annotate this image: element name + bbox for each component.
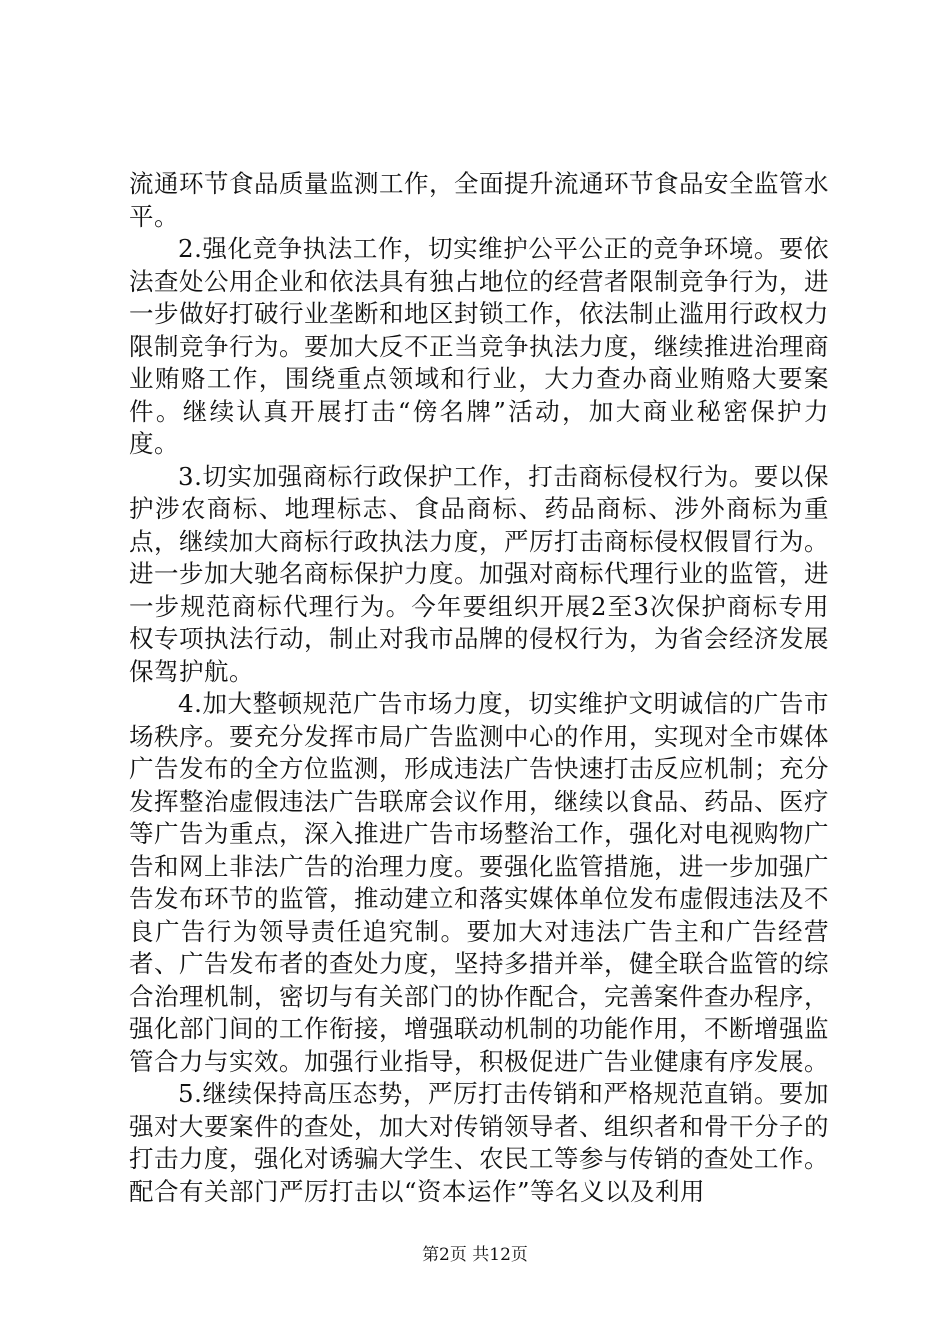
paragraph-continuation: 流通环节食品质量监测工作，全面提升流通环节食品安全监管水平。 — [129, 169, 829, 231]
paragraph-trademark-protection: 3.切实加强商标行政保护工作，打击商标侵权行为。要以保护涉农商标、地理标志、食品商标、药品商标、涉外商标为重点，继续加大商标行政执法力度，严厉打击商标侵权假冒行为。进一步加大驰名商标保护力度。加强对商标代理行业的监管，进一步规范商标代理行为。今年要组织开展2至3次保护商标专用权专项执法行动，制止对我市品牌的侵权行为，为省会经济发展保驾护航。 — [129, 461, 829, 686]
paragraph-advertising-market: 4.加大整顿规范广告市场力度，切实维护文明诚信的广告市场秩序。要充分发挥市局广告监测中心的作用，实现对全市媒体广告发布的全方位监测，形成违法广告快速打击反应机制；充分发挥整治虚假违法广告联席会议作用，继续以食品、药品、医疗等广告为重点，深入推进广告市场整治工作，强化对电视购物广告和网上非法广告的治理力度。要强化监管措施，进一步加强广告发布环节的监管，推动建立和落实媒体单位发布虚假违法及不良广告行为领导责任追究制。要加大对违法广告主和广告经营者、广告发布者的查处力度，坚持多措并举，健全联合监管的综合治理机制，密切与有关部门的协作配合，完善案件查办程序，强化部门间的工作衔接，增强联动机制的功能作用，不断增强监管合力与实效。加强行业指导，积极促进广告业健康有序发展。 — [129, 689, 829, 1076]
document-body — [129, 168, 829, 1208]
paragraph-pyramid-selling: 5.继续保持高压态势，严厉打击传销和严格规范直销。要加强对大要案件的查处，加大对传销领导者、组织者和骨干分子的打击力度，强化对诱骗大学生、农民工等参与传销的查处工作。配合有关部门严厉打击以“资本运作”等名义以及利用 — [129, 1079, 829, 1206]
paragraph-competition-enforcement: 2.强化竞争执法工作，切实维护公平公正的竞争环境。要依法查处公用企业和依法具有独占地位的经营者限制竞争行为，进一步做好打破行业垄断和地区封锁工作，依法制止滥用行政权力限制竞争行为。要加大反不正当竞争执法力度，继续推进治理商业贿赂工作，围绕重点领域和行业，大力查办商业贿赂大要案件。继续认真开展打击“傍名牌”活动，加大商业秘密保护力度。 — [129, 234, 829, 458]
page-number-footer: 第2页 共12页 — [422, 1245, 528, 1265]
